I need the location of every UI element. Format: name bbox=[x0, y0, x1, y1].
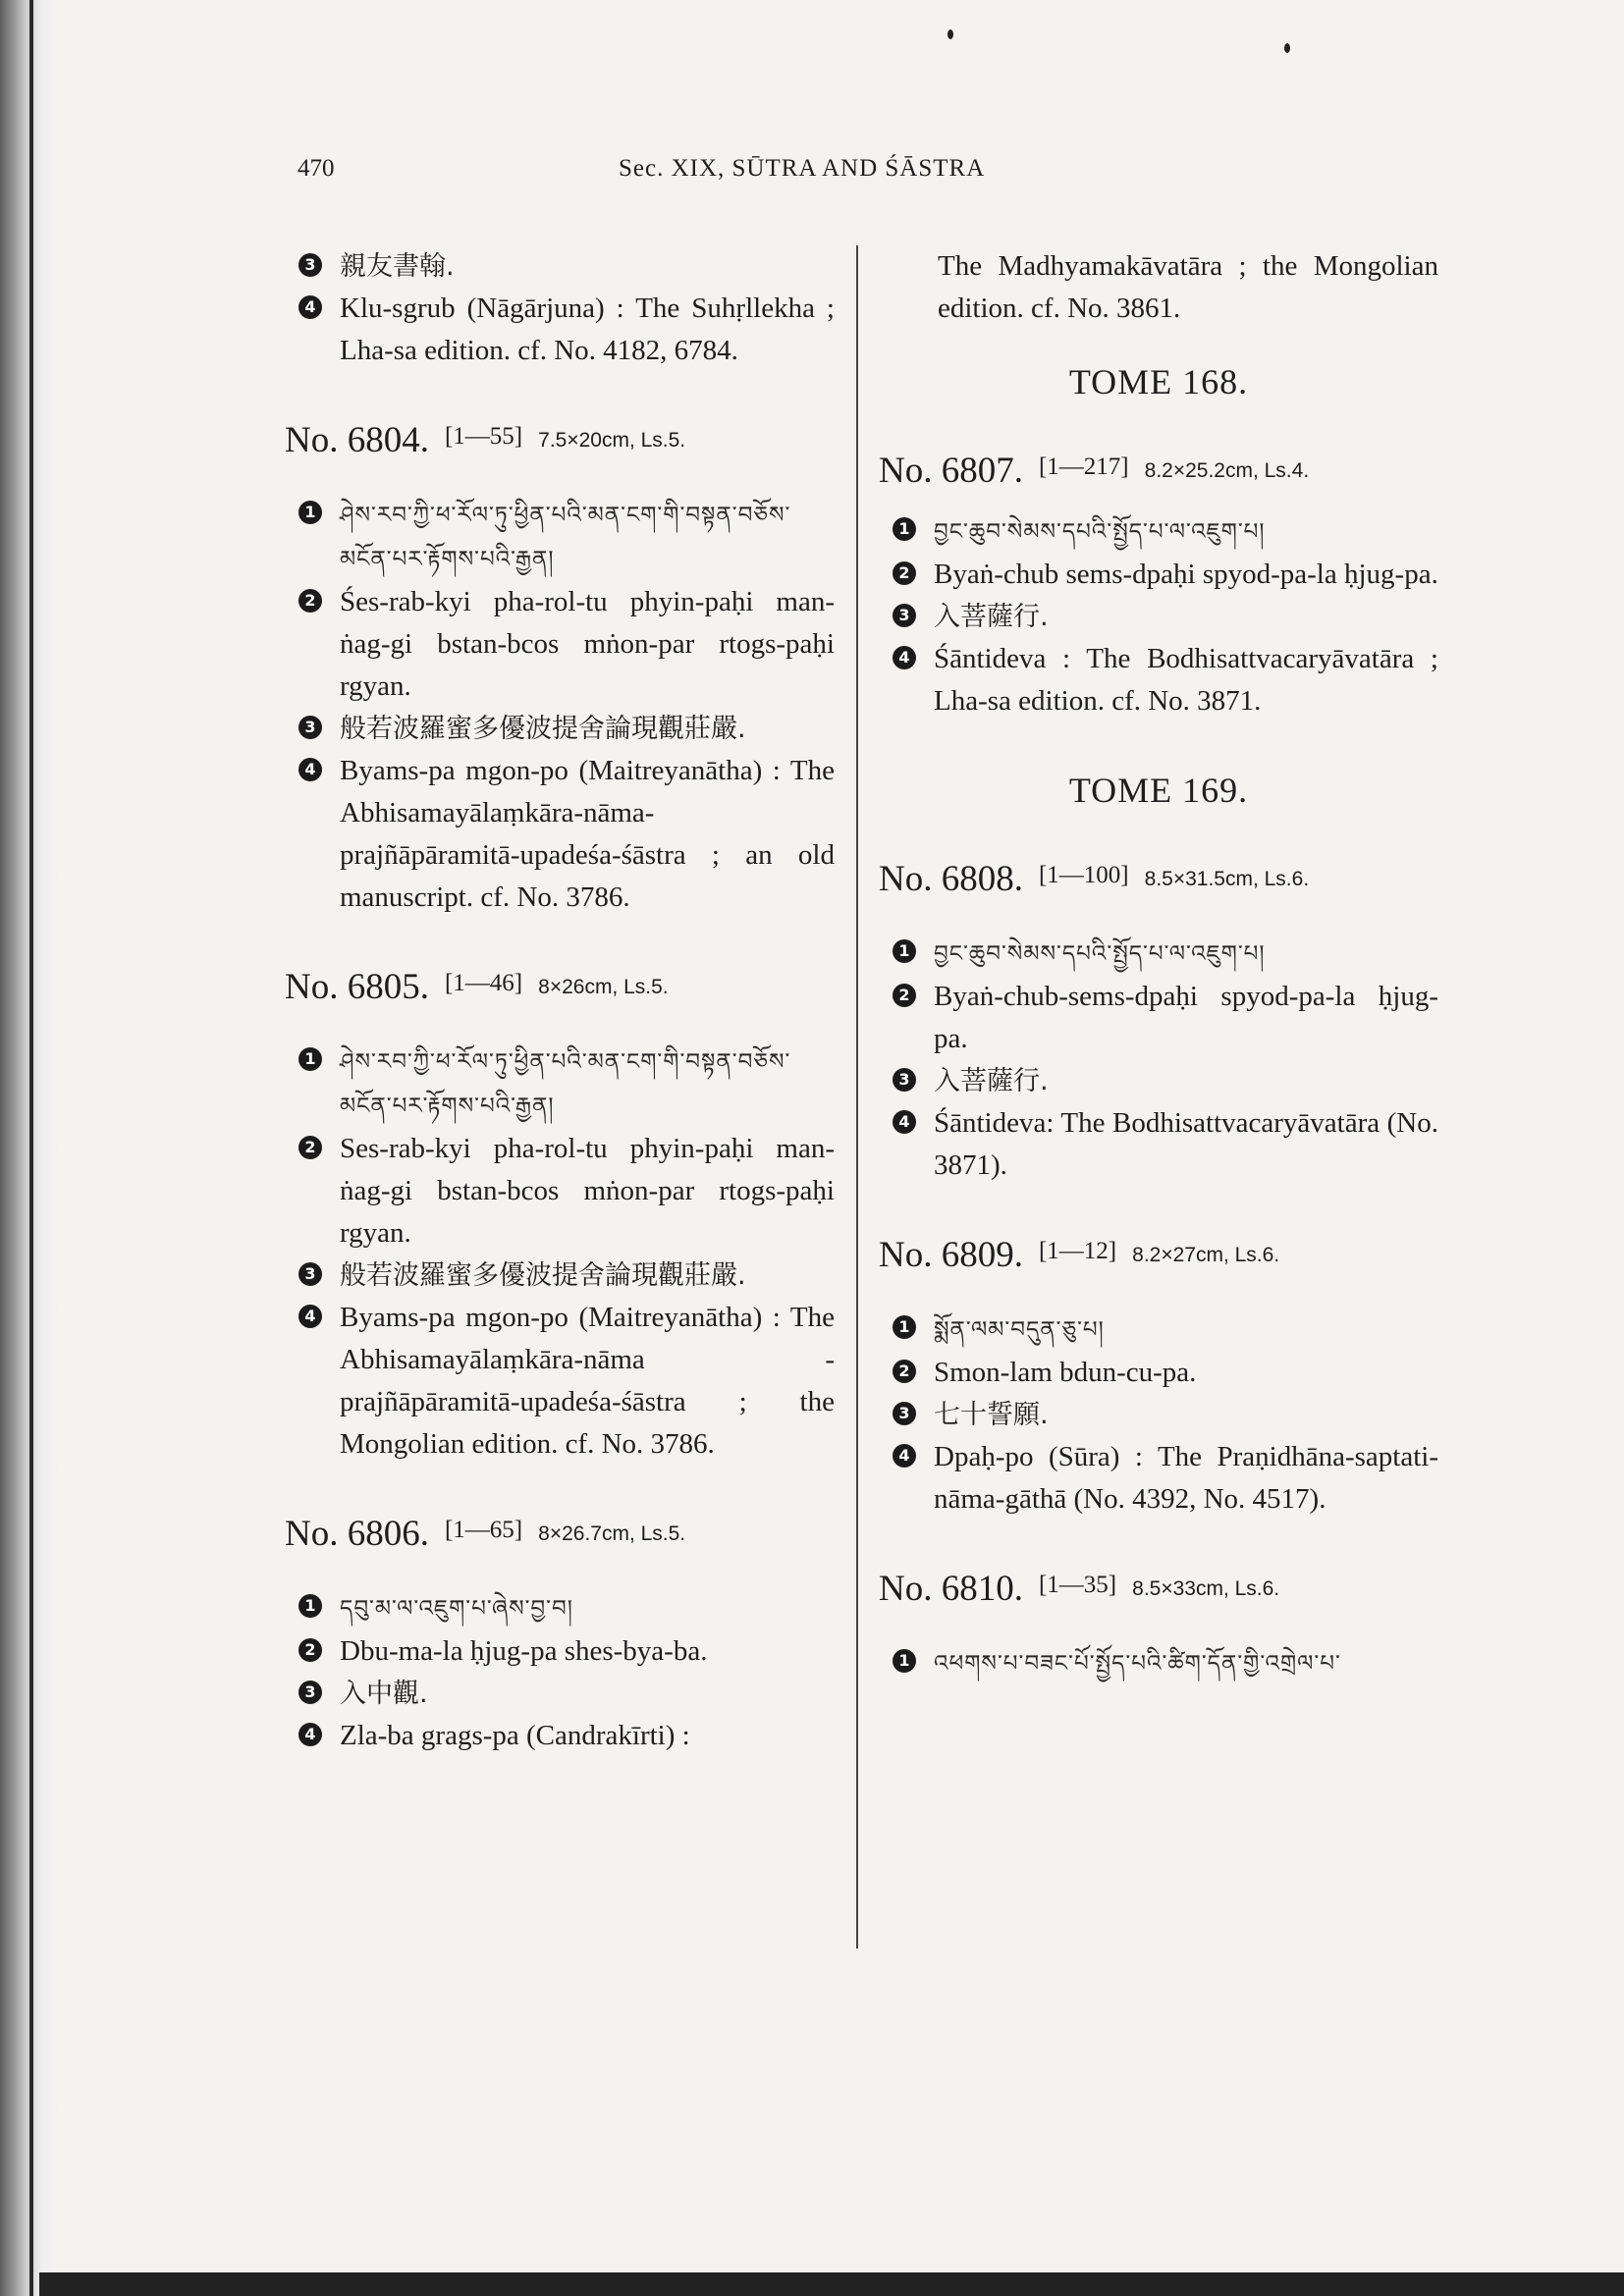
page-bottom-edge bbox=[39, 2272, 1624, 2296]
entry-heading bbox=[879, 1234, 1438, 1276]
right-column bbox=[879, 245, 1438, 1953]
list-item bbox=[285, 1040, 835, 1128]
marker-badge: 4 bbox=[298, 295, 322, 319]
marker-badge: 2 bbox=[893, 984, 916, 1007]
marker-badge: 3 bbox=[298, 716, 322, 739]
page-number: 470 bbox=[298, 155, 335, 182]
marker-badge: 4 bbox=[893, 1444, 916, 1468]
tome-heading: TOME 169. bbox=[1068, 771, 1249, 810]
entry-number: No. 6804. bbox=[285, 420, 429, 460]
author-description: Śāntideva : The Bodhisattvacaryāvatāra ; Lha-sa edition. cf. No. 3871. bbox=[934, 643, 1438, 717]
marker-badge: 3 bbox=[298, 1681, 322, 1704]
chinese-title: 入菩薩行. bbox=[934, 602, 1049, 632]
author-description: Byams-pa mgon-po (Maitreyanātha) : The Abhisamayālaṃkāra-nāma - prajñāpāramitā-upadeśa-śāstra ; the Mongolian edition. cf. No. 3786. bbox=[340, 1302, 835, 1460]
marker-badge: 1 bbox=[298, 1047, 322, 1071]
entry-size: 8.5×31.5cm, Ls.6. bbox=[1144, 868, 1310, 890]
entry-heading bbox=[879, 858, 1438, 900]
list-item bbox=[879, 1060, 1438, 1102]
transliteration: Byaṅ-chub sems-dpaḥi spyod-pa-la ḥjug-pa. bbox=[934, 559, 1438, 590]
entry-folios: [1—35] bbox=[1038, 1572, 1117, 1598]
item-text: The Madhyamakāvatāra ; the Mongolian edition. cf. No. 3861. bbox=[938, 250, 1438, 324]
entry-number: No. 6810. bbox=[879, 1569, 1023, 1609]
tibetan-title: བྱང་ཆུབ་སེམས་དཔའི་སྤྱོད་པ་ལ་འཇུག་པ། bbox=[934, 941, 1266, 966]
entry-number: No. 6808. bbox=[879, 859, 1023, 899]
transliteration: Byaṅ-chub-sems-dpaḥi spyod-pa-la ḥjug-pa. bbox=[934, 981, 1438, 1054]
marker-badge: 1 bbox=[893, 1315, 916, 1339]
entry-size: 8.5×33cm, Ls.6. bbox=[1132, 1577, 1280, 1600]
list-item bbox=[285, 1715, 835, 1757]
continued-text bbox=[879, 245, 1438, 330]
transliteration: Śes-rab-kyi pha-rol-tu phyin-paḥi man-ṅag-gi bstan-bcos mṅon-par rtogs-paḥi rgyan. bbox=[340, 586, 835, 702]
entry-number: No. 6809. bbox=[879, 1235, 1023, 1275]
item-text: 親友書翰. bbox=[340, 251, 455, 282]
transliteration: Ses-rab-kyi pha-rol-tu phyin-paḥi man-ṅag-gi bstan-bcos mṅon-par rtogs-paḥi rgyan. bbox=[340, 1133, 835, 1249]
list-item bbox=[879, 1102, 1438, 1187]
list-item bbox=[285, 708, 835, 750]
marker-badge: 2 bbox=[298, 589, 322, 613]
tibetan-title: ཤེས་རབ་ཀྱི་ཕ་རོལ་ཏུ་ཕྱིན་པའི་མན་ངག་གི་བསྟན་བཅོས་མངོན་པར་རྟོགས་པའི་རྒྱན། bbox=[340, 503, 791, 571]
entry-folios: [1—217] bbox=[1038, 454, 1129, 480]
marker-badge: 1 bbox=[893, 517, 916, 541]
tibetan-title: བྱང་ཆུབ་སེམས་དཔའི་སྤྱོད་པ་ལ་འཇུག་པ། bbox=[934, 519, 1266, 544]
entry-size: 8.2×27cm, Ls.6. bbox=[1132, 1244, 1280, 1266]
marker-badge: 3 bbox=[298, 253, 322, 277]
list-item bbox=[879, 1308, 1438, 1352]
entry-heading bbox=[879, 1568, 1438, 1610]
marker-badge: 2 bbox=[298, 1136, 322, 1159]
marker-badge: 3 bbox=[298, 1262, 322, 1286]
list-item bbox=[879, 554, 1438, 596]
list-item bbox=[285, 1128, 835, 1255]
list-item bbox=[879, 1641, 1438, 1685]
list-item bbox=[285, 493, 835, 581]
marker-badge: 4 bbox=[298, 758, 322, 781]
marker-badge: 1 bbox=[893, 939, 916, 963]
list-item bbox=[879, 1394, 1438, 1436]
tibetan-title: ཤེས་རབ་ཀྱི་ཕ་རོལ་ཏུ་ཕྱིན་པའི་མན་ངག་གི་བསྟན་བཅོས་མངོན་པར་རྟོགས་པའི་རྒྱན། bbox=[340, 1049, 791, 1118]
entry-size: 7.5×20cm, Ls.5. bbox=[538, 429, 686, 452]
entry-folios: [1—12] bbox=[1038, 1238, 1117, 1264]
entry-folios: [1—65] bbox=[444, 1517, 523, 1543]
chinese-title: 入菩薩行. bbox=[934, 1066, 1049, 1096]
tome-heading: TOME 168. bbox=[1068, 362, 1249, 401]
marker-badge: 2 bbox=[893, 561, 916, 585]
marker-badge: 1 bbox=[298, 1594, 322, 1618]
entry-heading bbox=[285, 1513, 835, 1555]
list-item bbox=[879, 596, 1438, 638]
entry-number: No. 6807. bbox=[879, 451, 1023, 491]
item-text: Klu-sgrub (Nāgārjuna) : The Suhṛllekha ; Lha-sa edition. cf. No. 4182, 6784. bbox=[340, 293, 835, 366]
tibetan-title: སྨོན་ལམ་བདུན་ཅུ་པ། bbox=[934, 1317, 1105, 1342]
ink-speck bbox=[947, 29, 953, 39]
entry-folios: [1—46] bbox=[444, 970, 523, 996]
list-item bbox=[285, 581, 835, 708]
tibetan-title: འཕགས་པ་བཟང་པོ་སྤྱོད་པའི་ཚིག་དོན་གྱི་འགྲེལ་པ་ bbox=[934, 1651, 1341, 1676]
chinese-title: 入中觀. bbox=[340, 1679, 428, 1709]
marker-badge: 4 bbox=[298, 1305, 322, 1328]
marker-badge: 3 bbox=[893, 1068, 916, 1092]
list-item bbox=[285, 1297, 835, 1466]
author-description: Dpaḥ-po (Sūra) : The Praṇidhāna-saptati-nāma-gāthā (No. 4392, No. 4517). bbox=[934, 1441, 1438, 1515]
marker-badge: 4 bbox=[893, 1110, 916, 1134]
column-divider bbox=[856, 245, 858, 1949]
entry-number: No. 6806. bbox=[285, 1514, 429, 1554]
entry-folios: [1—55] bbox=[444, 423, 523, 450]
marker-badge: 2 bbox=[298, 1638, 322, 1662]
list-item bbox=[879, 1352, 1438, 1394]
chinese-title: 般若波羅蜜多優波提舍論現觀莊嚴. bbox=[340, 714, 746, 744]
list-item bbox=[285, 750, 835, 919]
author-description: Zla-ba grags-pa (Candrakīrti) : bbox=[340, 1720, 690, 1751]
list-item bbox=[285, 1630, 835, 1673]
tibetan-title: དབུ་མ་ལ་འཇུག་པ་ཞེས་བྱ་བ། bbox=[340, 1596, 573, 1621]
author-description: Śāntideva: The Bodhisattvacaryāvatāra (No. 3871). bbox=[934, 1107, 1438, 1181]
entry-folios: [1—100] bbox=[1038, 862, 1129, 888]
entry-heading bbox=[879, 450, 1438, 492]
list-item bbox=[879, 976, 1438, 1060]
transliteration: Dbu-ma-la ḥjug-pa shes-bya-ba. bbox=[340, 1635, 708, 1667]
list-item bbox=[879, 1436, 1438, 1521]
entry-size: 8×26cm, Ls.5. bbox=[538, 976, 669, 998]
marker-badge: 1 bbox=[893, 1649, 916, 1673]
list-item bbox=[879, 638, 1438, 722]
list-item bbox=[879, 932, 1438, 976]
entry-heading bbox=[285, 966, 835, 1008]
chinese-title: 般若波羅蜜多優波提舍論現觀莊嚴. bbox=[340, 1260, 746, 1291]
spine-edge-line bbox=[29, 0, 33, 2296]
entry-heading bbox=[285, 419, 835, 461]
marker-badge: 2 bbox=[893, 1360, 916, 1383]
running-header bbox=[280, 155, 1419, 194]
list-item bbox=[879, 509, 1438, 554]
list-item bbox=[285, 1673, 835, 1715]
list-item bbox=[285, 245, 835, 288]
marker-badge: 3 bbox=[893, 604, 916, 627]
marker-badge: 4 bbox=[893, 646, 916, 669]
entry-number: No. 6805. bbox=[285, 967, 429, 1007]
chinese-title: 七十誓願. bbox=[934, 1400, 1049, 1430]
section-title: Sec. XIX, SŪTRA AND ŚĀSTRA bbox=[619, 155, 986, 182]
marker-badge: 1 bbox=[298, 501, 322, 524]
marker-badge: 4 bbox=[298, 1723, 322, 1746]
left-column bbox=[285, 245, 835, 1953]
list-item bbox=[285, 288, 835, 372]
entry-size: 8.2×25.2cm, Ls.4. bbox=[1144, 459, 1310, 482]
list-item bbox=[285, 1586, 835, 1630]
ink-speck bbox=[1284, 43, 1290, 53]
marker-badge: 3 bbox=[893, 1402, 916, 1425]
transliteration: Smon-lam bdun-cu-pa. bbox=[934, 1357, 1197, 1388]
list-item bbox=[285, 1255, 835, 1297]
entry-size: 8×26.7cm, Ls.5. bbox=[538, 1522, 686, 1545]
author-description: Byams-pa mgon-po (Maitreyanātha) : The Abhisamayālaṃkāra-nāma-prajñāpāramitā-upadeśa-śāstra ; an old manuscript. cf. No. 3786. bbox=[340, 755, 835, 913]
